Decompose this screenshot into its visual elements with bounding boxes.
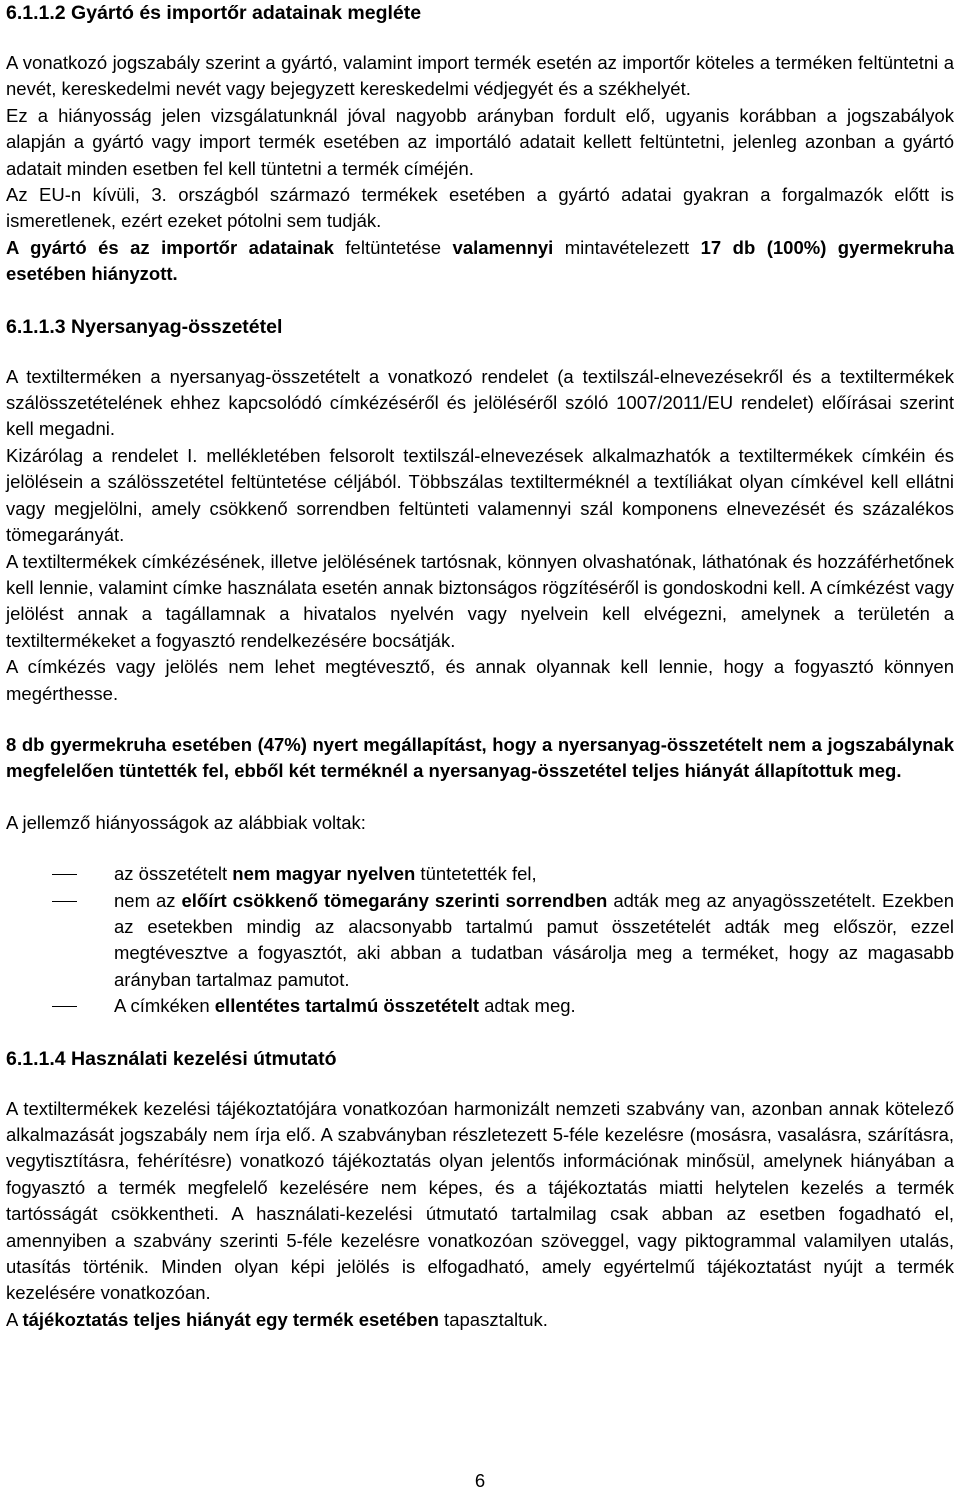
list-item-text: adták meg az anyagösszetételt. Ezekben az esetekben mindig az alacsonyabb tartalmú pamut összetételét adták meg először, ezzel megtévesztve a fogyasztót, aki abban a tudatban vásárolja meg a terméket, hogy az magasabb arányban tartalmaz pamutot. xyxy=(114,889,954,990)
dash-bullet-icon xyxy=(52,1006,77,1007)
finding-bold-1: A gyártó és az importőr adatainak xyxy=(6,236,334,258)
list-item-text: az összetételt xyxy=(114,863,233,885)
list-item-bold: nem magyar nyelven xyxy=(232,863,416,885)
list-item-bold: ellentétes tartalmú összetételt xyxy=(214,995,479,1017)
paragraph-composition-finding: 8 db gyermekruha esetében (47%) nyert megállapítást, hogy a nyersanyag-összetételt nem a jogszabálynak megfelelően tüntették fel, ebből két terméknél a nyersanyag-összetétel teljes hiányát állapítottuk meg. xyxy=(6,733,954,782)
section-heading-6-1-1-4: 6.1.1.4 Használati kezelési útmutató xyxy=(6,1047,337,1070)
paragraph-manufacturer-finding xyxy=(6,235,954,288)
list-item xyxy=(6,888,954,994)
page-number: 6 xyxy=(474,1470,486,1491)
dash-bullet-icon xyxy=(52,874,77,875)
care-finding-text-1: A xyxy=(6,1308,23,1330)
deficiency-list xyxy=(6,861,954,1019)
finding-bold-2: valamennyi xyxy=(452,236,554,258)
list-item-text: adtak meg. xyxy=(479,995,576,1017)
paragraph-fibre-names: Kizárólag a rendelet I. mellékletében felsorolt textilszál-elnevezések alkalmazhatók a textiltermékek címkéin és jelölésein a szálösszetétel feltüntetése céljából. Többszálas textilterméknél a textíliákat olyan címkével kell ellátni vagy megjelölni, amely csökkenő sorrendben feltünteti valamennyi szál komponens elnevezését és százalékos tömegarányát. xyxy=(6,444,954,546)
section-heading-6-1-1-3: 6.1.1.3 Nyersanyag-összetétel xyxy=(6,315,283,338)
care-finding-bold: tájékoztatás teljes hiányát egy termék esetében xyxy=(22,1308,439,1330)
finding-text-1: feltüntetése xyxy=(333,236,453,258)
paragraph-composition-regulation: A textilterméken a nyersanyag-összetételt a vonatkozó rendelet (a textilszál-elnevezésekről és a textiltermékek szálösszetételének ehhez kapcsolódó címkézéséről és jelöléséről szóló 1007/2011/EU rendelet) előírásai szerint kell megadni. xyxy=(6,365,954,440)
list-item-text: nem az xyxy=(114,889,182,911)
paragraph-care-finding xyxy=(6,1307,954,1333)
list-item-text: A címkéken xyxy=(114,995,215,1017)
finding-text-2: mintavételezett xyxy=(553,236,701,258)
list-item-bold: előírt csökkenő tömegarány szerinti sorrendben xyxy=(181,889,608,911)
paragraph-labelling-requirements: A textiltermékek címkézésének, illetve jelölésének tartósnak, könnyen olvashatónak, láthatónak és hozzáférhetőnek kell lennie, valamint címke használata esetén annak biztonságos rögzítéséről is gondoskodni kell. A címkézést vagy jelölést annak a tagállamnak a hivatalos nyelvén vagy nyelvein kell elvégezni, amelynek a területén a textiltermékeket a fogyasztó rendelkezésére bocsátják. xyxy=(6,550,954,651)
paragraph-manufacturer-obligation: A vonatkozó jogszabály szerint a gyártó, valamint import termék esetén az importőr köteles a terméken feltüntetni a nevét, kereskedelmi nevét vagy bejegyzett kereskedelmi védjegyét és a székhelyét. xyxy=(6,52,954,100)
care-finding-text-2: tapasztaltuk. xyxy=(438,1308,548,1330)
paragraph-typical-deficiencies-intro: A jellemző hiányosságok az alábbiak voltak: xyxy=(6,811,366,833)
finding-bold-3: 17 db (100%) gyermekruha esetében hiányzott. xyxy=(6,236,954,285)
dash-bullet-icon xyxy=(52,901,77,902)
section-heading-6-1-1-2: 6.1.1.2 Gyártó és importőr adatainak megléte xyxy=(6,2,422,24)
paragraph-care-instructions: A textiltermékek kezelési tájékoztatójára vonatkozóan harmonizált nemzeti szabvány van, azonban annak kötelező alkalmazását jogszabály nem írja elő. A szabványban részletezett 5-féle kezelésre (mosásra, vasalásra, szárításra, vegytisztításra, fehérítésre) vonatkozó tájékoztatás olyan jelentős információnak minősül, amelynek hiányában a fogyasztó a termék megfelelő kezelésére nem képes, és a tájékoztatás miatti helytelen kezelés a termék tartósságát csökkentheti. A használati-kezelési útmutató tartalmilag csak abban az esetben fogadható el, amennyiben a szabvány szerinti 5-féle kezelésre vonatkozóan szöveggel, vagy piktogrammal valamilyen utalás, utasítás történik. Minden olyan képi jelölés is elfogadható, amely egyértelmű tájékoztatást nyújt a termék kezelésére vonatkozóan. xyxy=(6,1097,954,1304)
list-item xyxy=(6,861,954,887)
paragraph-deficiency-explanation: Ez a hiányosság jelen vizsgálatunknál jóval nagyobb arányban fordult elő, ugyanis korábban a jogszabályok alapján a gyártó vagy import termék esetében az importáló adatait kellett feltüntetni, jelenleg azonban a gyártó adatait minden esetben fel kell tüntetni a termék címéjén. xyxy=(6,104,954,179)
list-item xyxy=(6,993,954,1019)
list-item-text: tüntetették fel, xyxy=(415,863,537,885)
paragraph-not-misleading: A címkézés vagy jelölés nem lehet megtévesztő, és annak olyannak kell lennie, hogy a fogyasztó könnyen megérthesse. xyxy=(6,656,954,704)
paragraph-non-eu-products: Az EU-n kívüli, 3. országból származó termékek esetében a gyártó adatai gyakran a forgalmazók előtt is ismeretlenek, ezért ezeket pótolni sem tudják. xyxy=(6,184,954,232)
